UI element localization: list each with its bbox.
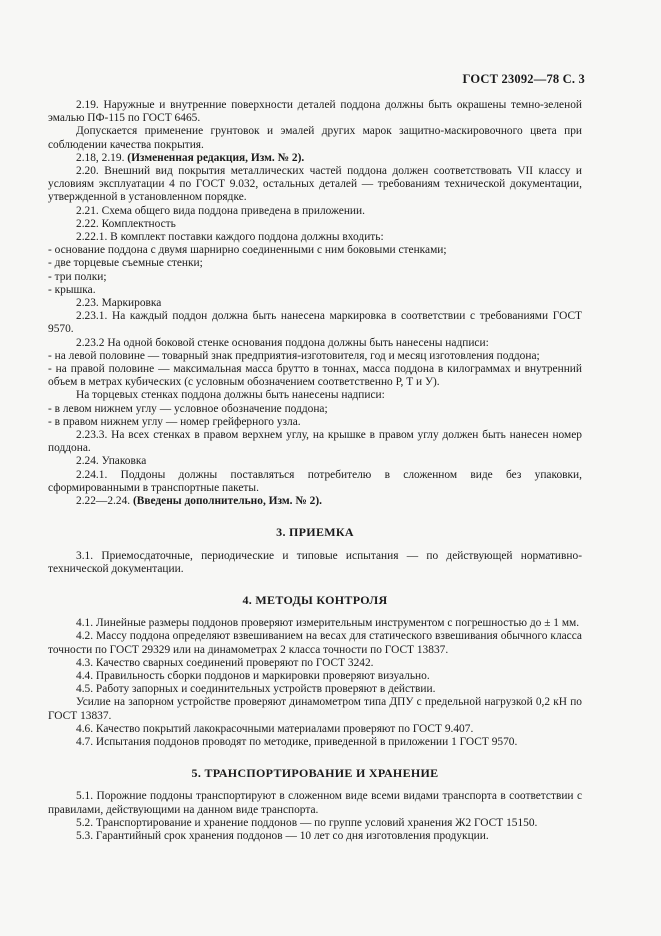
section-heading-3: 3. ПРИЕМКА	[276, 525, 354, 540]
section-gap	[48, 576, 582, 588]
amendment-note: (Введены дополнительно, Изм. № 2).	[132, 495, 322, 508]
amendment-number: 2.18, 2.19.	[76, 151, 125, 164]
amendment-note: (Измененная редакция, Изм. № 2).	[127, 151, 305, 164]
paragraph-2-23-1: 2.23.1. На каждый поддон должна быть нанесена маркировка в соответствии с требованиями ГОСТ 9570.	[48, 310, 582, 336]
paragraph-2-21: 2.21. Схема общего вида поддона приведена в приложении.	[76, 204, 365, 217]
paragraph-2-24-1: 2.24.1. Поддоны должны поставляться потребителю в сложенном виде без упаковки, сформированными в транспортные пакеты.	[48, 468, 582, 494]
document-body	[48, 99, 582, 843]
list-item: - две торцевые съемные стенки;	[48, 257, 203, 270]
paragraph-3-1: 3.1. Приемосдаточные, периодические и типовые испытания — по действующей нормативно-технической документации.	[48, 549, 582, 575]
paragraph-2-23-2: 2.23.2 На одной боковой стенке основания поддона должны быть нанесены надписи:	[76, 336, 489, 349]
paragraph-2-24: 2.24. Упаковка	[76, 455, 147, 468]
amendment-2-18-2-19	[48, 152, 582, 165]
paragraph-2-23: 2.23. Маркировка	[76, 297, 162, 310]
paragraph-4-5-note: Усилие на запорном устройстве проверяют динамометром типа ДПУ с предельной нагрузкой 0,2 кН по ГОСТ 13837.	[48, 696, 582, 722]
list-item: - крышка.	[48, 283, 96, 296]
paragraph-5-2: 5.2. Транспортирование и хранение поддонов — по группе условий хранения Ж2 ГОСТ 15150.	[76, 816, 538, 829]
paragraph-2-22: 2.22. Комплектность	[76, 217, 176, 230]
list-item: - в правом нижнем углу — номер грейферного узла.	[48, 415, 301, 428]
list-item: - на левой половине — товарный знак предприятия-изготовителя, год и месяц изготовления поддона;	[48, 349, 540, 362]
paragraph-4-3: 4.3. Качество сварных соединений проверяют по ГОСТ 3242.	[76, 656, 374, 669]
page-header: ГОСТ 23092—78 С. 3	[462, 72, 585, 86]
paragraph-2-20: 2.20. Внешний вид покрытия металлических частей поддона должен соответствовать VII классу и условиям эксплуатации 4 по ГОСТ 9.032, остальных деталей — требованиям технической документации, утвержденной в установленном порядке.	[48, 165, 582, 204]
paragraph-2-22-1: 2.22.1. В комплект поставки каждого поддона должны входить:	[76, 231, 384, 244]
paragraph-4-5: 4.5. Работу запорных и соединительных устройств проверяют в действии.	[76, 683, 436, 696]
section-heading-4: 4. МЕТОДЫ КОНТРОЛЯ	[242, 592, 388, 607]
list-item: - на правой половине — максимальная масса брутто в тоннах, масса поддона в килограммах и внутренний объем в метрах кубических (с условным обозначением соответственно Р, Т и У).	[48, 363, 582, 389]
paragraph-4-1: 4.1. Линейные размеры поддонов проверяют измерительным инструментом с погрешностью до ± 1 мм.	[76, 617, 580, 630]
paragraph-4-4: 4.4. Правильность сборки поддонов и маркировки проверяют визуально.	[76, 669, 430, 682]
paragraph-4-6: 4.6. Качество покрытий лакокрасочными материалами проверяют по ГОСТ 9.407.	[76, 722, 474, 735]
section-heading-5: 5. ТРАНСПОРТИРОВАНИЕ И ХРАНЕНИЕ	[191, 766, 439, 781]
paragraph-2-19-note: Допускается применение грунтовок и эмалей других марок защитно-маскировочного цвета при соблюдении качества покрытия.	[48, 125, 582, 151]
list-item: - основание поддона с двумя шарнирно соединенными с ним боковыми стенками;	[48, 244, 447, 257]
amendment-number: 2.22—2.24.	[76, 495, 131, 508]
section-gap	[48, 749, 582, 761]
paragraph-end-walls: На торцевых стенках поддона должны быть нанесены надписи:	[76, 389, 385, 402]
list-item: - три полки;	[48, 270, 107, 283]
paragraph-5-1: 5.1. Порожние поддоны транспортируют в сложенном виде всеми видами транспорта в соответствии с правилами, действующими на данном виде транспорта.	[48, 790, 582, 816]
paragraph-2-19: 2.19. Наружные и внутренние поверхности деталей поддона должны быть окрашены темно-зеленой эмалью ПФ-115 по ГОСТ 6465.	[48, 99, 582, 125]
section-gap	[48, 508, 582, 520]
list-item: - в левом нижнем углу — условное обозначение поддона;	[48, 402, 328, 415]
amendment-2-22-2-24	[48, 495, 582, 508]
paragraph-5-3: 5.3. Гарантийный срок хранения поддонов — 10 лет со дня изготовления продукции.	[76, 829, 489, 842]
paragraph-2-23-3: 2.23.3. На всех стенках в правом верхнем углу, на крышке в правом углу должен быть нанесен номер поддона.	[48, 429, 582, 455]
paragraph-4-7: 4.7. Испытания поддонов проводят по методике, приведенной в приложении 1 ГОСТ 9570.	[76, 735, 518, 748]
paragraph-4-2: 4.2. Массу поддона определяют взвешиванием на весах для статического взвешивания обычного класса точности по ГОСТ 29329 или на динамометрах 2 класса точности по ГОСТ 13837.	[48, 630, 582, 656]
